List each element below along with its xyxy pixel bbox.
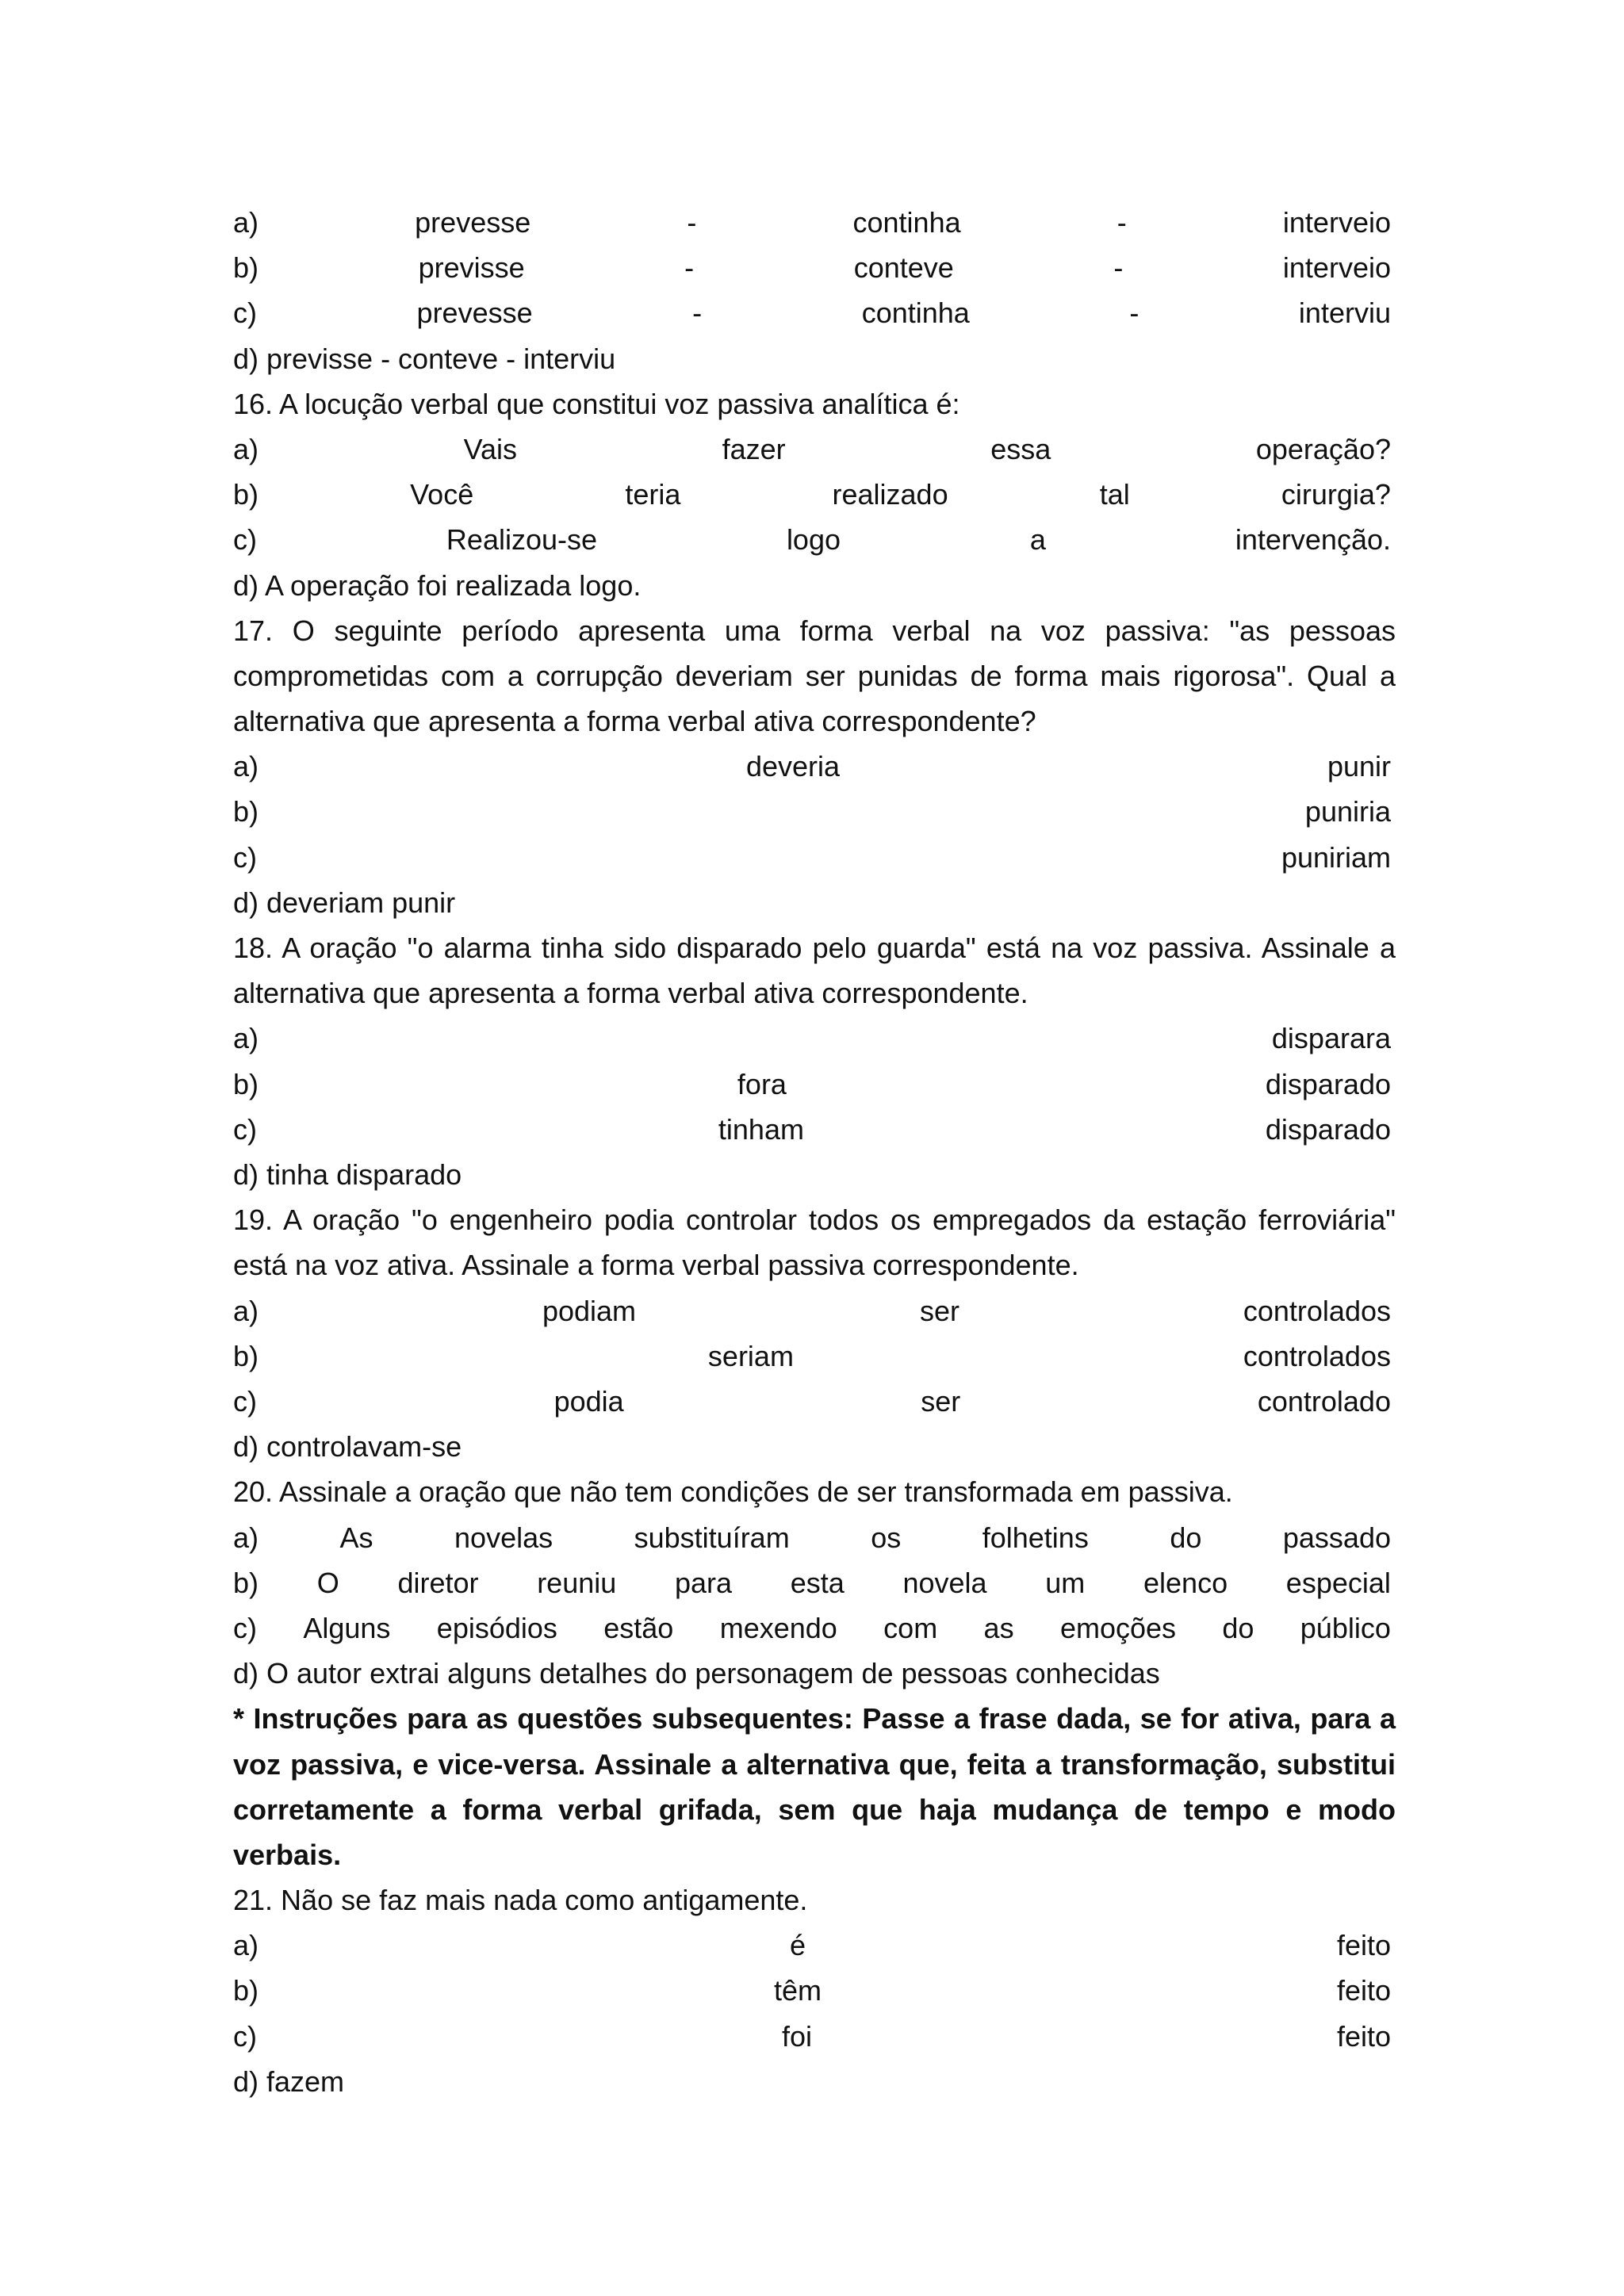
word: estão [603,1611,674,1644]
word: b) [233,1339,259,1372]
word: a) [233,1294,259,1327]
option-17c [233,835,1391,880]
word: folhetins [982,1521,1089,1554]
word: As [339,1521,373,1554]
word: a) [233,1022,259,1055]
word: Realizou-se [446,523,598,557]
word: cirurgia? [1281,478,1391,511]
word: emoções [1059,1611,1177,1644]
option-17a [233,744,1391,789]
option-17d: d) deveriam punir [233,886,456,919]
word: logo [786,523,841,557]
word: continha [861,297,970,330]
word: interveio [1282,251,1391,285]
word: c) [233,523,257,557]
word: Alguns [303,1611,391,1644]
word: a [1029,523,1046,557]
option-16c [233,517,1391,562]
word: essa [990,432,1051,465]
word: c) [233,1112,257,1146]
option-15a [233,200,1391,245]
word: teria [625,478,681,511]
word: b) [233,251,259,285]
word: mexendo [719,1611,837,1644]
option-18d: d) tinha disparado [233,1158,462,1192]
word: puniria [1304,795,1391,828]
word: b) [233,478,259,511]
question-16-stem: 16. A locução verbal que constitui voz passiva analítica é: [233,387,960,420]
word: b) [233,795,259,828]
question-17-stem: 17. O seguinte período apresenta uma forma verbal na voz passiva: "as pessoas comprometidas com a corrupção deveriam ser punidas de forma mais rigorosa". Qual a alternativa que apresenta a forma verbal ativa correspondente? [233,614,1396,738]
option-20b [233,1560,1391,1605]
word: tal [1099,478,1130,511]
word: c) [233,1384,257,1418]
word: feito [1336,2019,1391,2053]
word: prevesse [415,206,531,239]
word: tinham [718,1112,804,1146]
word: elenco [1143,1566,1228,1599]
word: com [883,1611,938,1644]
word: disparado [1265,1112,1391,1146]
instructions-paragraph: * Instruções para as questões subsequentes: Passe a frase dada, se for ativa, para a voz passiva, e vice-versa. Assinale a alternativa que, feita a transformação, substitui corretamente a forma verbal grifada, sem que haja mudança de tempo e modo verbais. [233,1702,1396,1871]
word: substituíram [634,1521,790,1554]
word: c) [233,1611,257,1644]
question-20-stem: 20. Assinale a oração que não tem condições de ser transformada em passiva. [233,1475,1233,1509]
word: b) [233,1974,259,2007]
word: para [674,1566,733,1599]
option-16a [233,427,1391,472]
word: conteve [853,251,954,285]
word: a) [233,750,259,783]
word: fazer [722,432,786,465]
word: Vais [463,432,517,465]
word: um [1045,1566,1086,1599]
word: podia [553,1384,624,1418]
option-19a [233,1288,1391,1334]
word: - [687,206,697,239]
word: puniriam [1281,840,1391,874]
option-18b [233,1062,1391,1107]
option-16d: d) A operação foi realizada logo. [233,568,642,602]
word: O [316,1566,339,1599]
word: realizado [832,478,948,511]
word: público [1300,1611,1391,1644]
word: esta [790,1566,845,1599]
question-18-stem: 18. A oração "o alarma tinha sido disparado pelo guarda" está na voz passiva. Assinale a alternativa que apresenta a forma verbal ativa correspondente. [233,932,1396,1010]
option-20d: d) O autor extrai alguns detalhes do personagem de pessoas conhecidas [233,1657,1160,1690]
word: passado [1282,1521,1391,1554]
word: interveio [1282,206,1391,239]
option-19b [233,1334,1391,1379]
option-20c [233,1605,1391,1651]
word: c) [233,840,257,874]
option-17b [233,789,1391,834]
option-16b [233,472,1391,517]
word: - [692,297,703,330]
word: a) [233,1521,259,1554]
word: feito [1336,1929,1391,1962]
word: ser [921,1384,961,1418]
word: controlado [1257,1384,1391,1418]
word: as [983,1611,1014,1644]
word: disparara [1271,1022,1391,1055]
option-19c [233,1379,1391,1424]
word: especial [1285,1566,1391,1599]
option-19d: d) controlavam-se [233,1430,462,1464]
option-21b [233,1968,1391,2013]
option-21d: d) fazem [233,2064,345,2098]
option-18c [233,1107,1391,1152]
word: - [1129,297,1139,330]
word: - [684,251,695,285]
word: fora [737,1067,787,1100]
word: podiam [542,1294,637,1327]
word: é [789,1929,806,1962]
word: punir [1327,750,1391,783]
option-21c [233,2014,1391,2059]
option-15c [233,290,1391,335]
word: os [871,1521,902,1554]
word: a) [233,1929,259,1962]
word: controlados [1243,1339,1391,1372]
word: interviu [1298,297,1391,330]
word: previsse [418,251,525,285]
word: controlados [1243,1294,1391,1327]
word: novelas [454,1521,553,1554]
word: b) [233,1067,259,1100]
word: Você [410,478,474,511]
page-content [233,200,1396,2104]
word: feito [1336,1974,1391,2007]
option-15d: d) previsse - conteve - interviu [233,342,616,375]
word: ser [919,1294,959,1327]
word: deveria [745,750,841,783]
word: b) [233,1566,259,1599]
word: intervenção. [1235,523,1391,557]
word: c) [233,2019,257,2053]
option-18a [233,1016,1391,1061]
word: do [1170,1521,1202,1554]
word: foi [781,2019,812,2053]
word: c) [233,297,257,330]
word: continha [852,206,961,239]
question-19-stem: 19. A oração "o engenheiro podia controlar todos os empregados da estação ferroviária" está na voz ativa. Assinale a forma verbal passiva correspondente. [233,1203,1396,1282]
word: operação? [1255,432,1391,465]
word: a) [233,206,259,239]
word: diretor [397,1566,479,1599]
option-15b [233,245,1391,290]
word: prevesse [416,297,533,330]
word: a) [233,432,259,465]
word: reuniu [537,1566,617,1599]
word: do [1222,1611,1254,1644]
word: têm [773,1974,822,2007]
word: - [1113,251,1124,285]
question-21-stem: 21. Não se faz mais nada como antigamente. [233,1884,808,1917]
word: novela [902,1566,987,1599]
option-20a [233,1515,1391,1560]
word: seriam [707,1339,794,1372]
word: disparado [1265,1067,1391,1100]
option-21a [233,1923,1391,1968]
word: - [1116,206,1127,239]
word: episódios [436,1611,557,1644]
